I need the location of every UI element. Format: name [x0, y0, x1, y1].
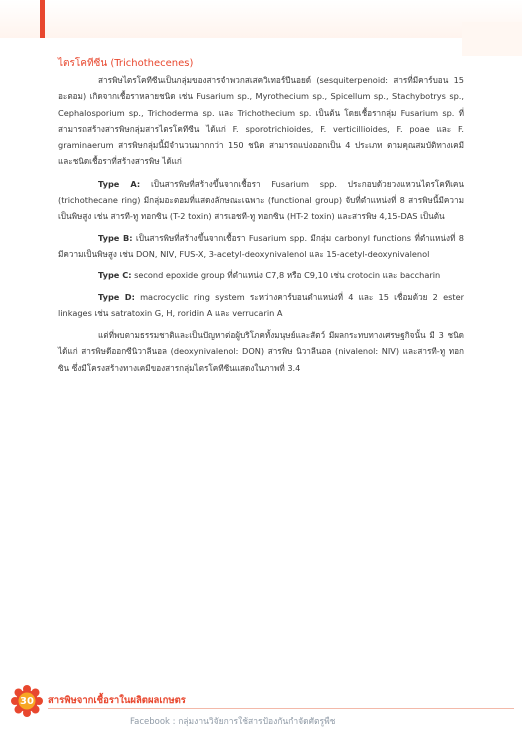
type-c-paragraph — [58, 267, 464, 283]
book-title: สารพิษจากเชื้อราในผลิตผลเกษตร — [48, 695, 186, 706]
header-tab-shape — [462, 22, 522, 56]
type-a-label: Type A: — [98, 178, 141, 189]
page-number: 30 — [20, 695, 34, 707]
section-heading: ไตรโคทีซีน (Trichothecenes) — [58, 58, 194, 69]
type-d-label: Type D: — [98, 291, 135, 302]
closing-paragraph: แต่ที่พบตามธรรมชาติและเป็นปัญหาต่อผู้บริโภคทั้งมนุษย์และสัตว์ มีผลกระทบทางเศรษฐกิจนั้น มี 3 ชนิด ได้แก่ สารพิษดีออกซีนิวาลีนอล (deoxynivalenol: DON) สารพิษ นิวาลีนอล (nivalenol: NIV) และสารที-ทู ทอกซิน ซึ่งมีโครงสร้างทางเคมีของสารกลุ่มไตรโคทีซีนแสดงในภาพที่ 3.4 — [58, 330, 464, 373]
type-a-text: เป็นสารพิษที่สร้างขึ้นจากเชื้อรา Fusarium spp. ประกอบด้วยวงแหวนไตรโคทีเคน (trichothecane ring) มีกลุ่มอะตอมที่แสดงลักษณะเฉพาะ (functional group) จับที่ตำแหน่งที่ 8 สารพิษนี้มีความเป็นพิษสูง เช่น สารที-ทู ทอกซิน (T-2 toxin) สารเอชที-ทู ทอกซิน (HT-2 toxin) และสารพิษ 4,15-DAS เป็นต้น — [58, 178, 465, 222]
type-c-text: second epoxide group ที่ตำแหน่ง C7,8 หรือ C9,10 เช่น crotocin และ baccharin — [134, 270, 441, 281]
footer-divider — [48, 708, 514, 709]
body-text — [58, 72, 464, 381]
intro-paragraph: สารพิษไตรโคทีซีนเป็นกลุ่มของสารจำพวกสเสควิเทอร์ปีนอยด์ (sesquiterpenoid: สารที่มีคาร์บอน 15 อะตอม) เกิดจากเชื้อราหลายชนิด เช่น Fusarium sp., Myrothecium sp., Spicellum sp., Stachybotrys sp., Cephalosporium sp., Trichoderma sp. และ Trichothecium sp. เป็นต้น โดยเชื้อรากลุ่ม Fusarium sp. ที่สามารถสร้างสารพิษกลุ่มสารไตรโคทีซีน ได้แก่ F. sporotrichioides, F. verticillioides, F. poae และ F. graminaerum สารพิษกลุ่มนี้มีจำนวนมากกว่า 150 ชนิด สามารถแบ่งออกเป็น 4 ประเภท ตามคุณสมบัติทางเคมี และชนิดเชื้อราที่สร้างสารพิษ ได้แก่ — [58, 75, 464, 167]
type-b-label: Type B: — [98, 232, 133, 243]
type-b-text: เป็นสารพิษที่สร้างขึ้นจากเชื้อรา Fusarium spp. มีกลุ่ม carbonyl functions ที่ตำแหน่งที่ 8 มีความเป็นพิษสูง เช่น DON, NIV, FUS-X, 3-acetyl-deoxynivalenol และ 15-acetyl-deoxynivalenol — [58, 232, 465, 259]
header-accent-bar — [40, 0, 45, 38]
header-band — [0, 0, 522, 38]
type-d-text: macrocyclic ring system ระหว่างคาร์บอนตำแหน่งที่ 4 และ 15 เชื่อมด้วย 2 ester linkages เช่น satratoxin G, H, roridin A และ verrucarin A — [58, 291, 464, 318]
type-d-paragraph — [58, 289, 464, 322]
type-b-paragraph — [58, 230, 464, 263]
footer-credit: Facebook : กลุ่มงานวิจัยการใช้สารป้องกันกำจัดศัตรูพืช — [130, 717, 336, 727]
type-c-label: Type C: — [98, 270, 132, 281]
type-a-paragraph — [58, 176, 464, 225]
